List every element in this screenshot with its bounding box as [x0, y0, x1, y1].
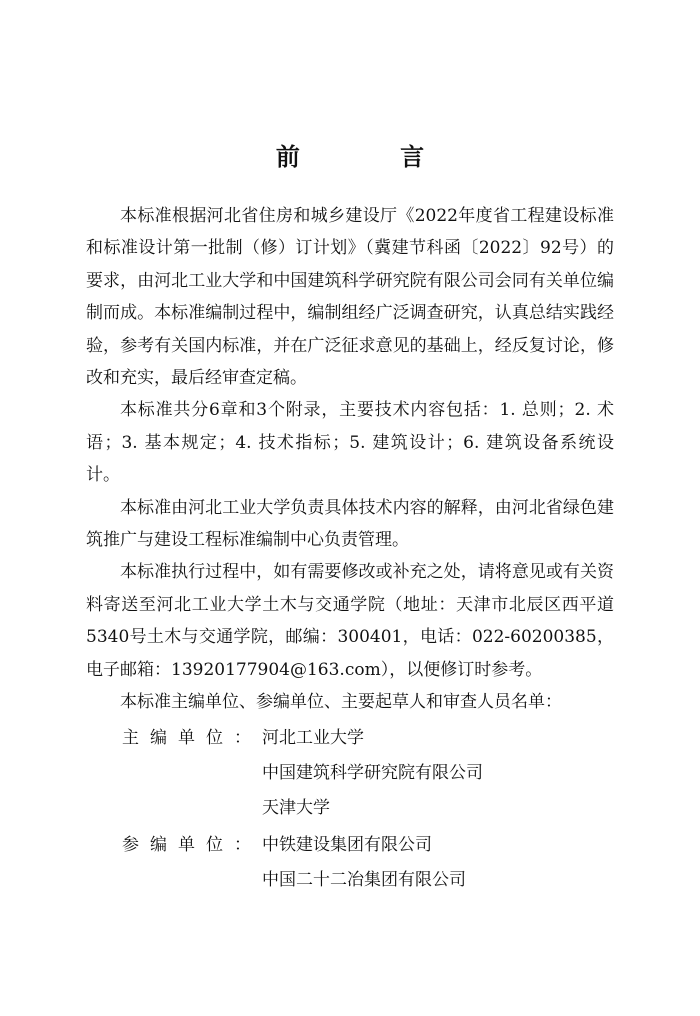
paragraph-units-intro: 本标准主编单位、参编单位、主要起草人和审查人员名单： [120, 692, 562, 713]
list-item [86, 791, 614, 826]
paragraph-interpretation: 本标准由河北工业大学负责具体技术内容的解释，由河北省绿色建筑推广与建设工程标准编制中心负责管理。 [86, 497, 614, 551]
chief-editor-unit: 中国建筑科学研究院有限公司 [262, 762, 483, 783]
chief-editor-unit: 河北工业大学 [262, 727, 364, 748]
paragraph-feedback-contact: 本标准执行过程中，如有需要修改或补充之处，请将意见或有关资料寄送至河北工业大学土木与交通学院（地址：天津市北辰区西平道5340号土木与交通学院，邮编：300401，电话：022-60200385，电子邮箱：13920177904@163.com），以便修订时参考。 [86, 562, 614, 680]
paragraph-compilation-basis: 本标准根据河北省住房和城乡建设厅《2022年度省工程建设标准和标准设计第一批制（修）订计划》（冀建节科函〔2022〕92号）的要求，由河北工业大学和中国建筑科学研究院有限公司会同有关单位编制而成。本标准编制过程中，编制组经广泛调查研究，认真总结实践经验，参考有关国内标准，并在广泛征求意见的基础上，经反复讨论，修改和充实，最后经审查定稿。 [86, 206, 614, 389]
paragraph-contents: 本标准共分6章和3个附录，主要技术内容包括：1. 总则；2. 术语；3. 基本规定；4. 技术指标；5. 建筑设计；6. 建筑设备系统设计。 [86, 400, 614, 486]
chief-editor-list [86, 721, 614, 826]
list-item [86, 721, 614, 756]
participating-unit: 中国二十二冶集团有限公司 [262, 869, 466, 890]
list-item [86, 863, 614, 898]
list-item [86, 756, 614, 791]
participating-unit-label: 参编单位： [122, 834, 262, 855]
participating-unit: 中铁建设集团有限公司 [262, 834, 432, 855]
participating-unit-list [86, 828, 614, 898]
chief-editor-label: 主编单位： [122, 727, 262, 748]
chief-editor-unit: 天津大学 [262, 797, 330, 818]
page-title: 前 言 [275, 142, 471, 171]
list-item [86, 828, 614, 863]
document-body [86, 200, 614, 898]
